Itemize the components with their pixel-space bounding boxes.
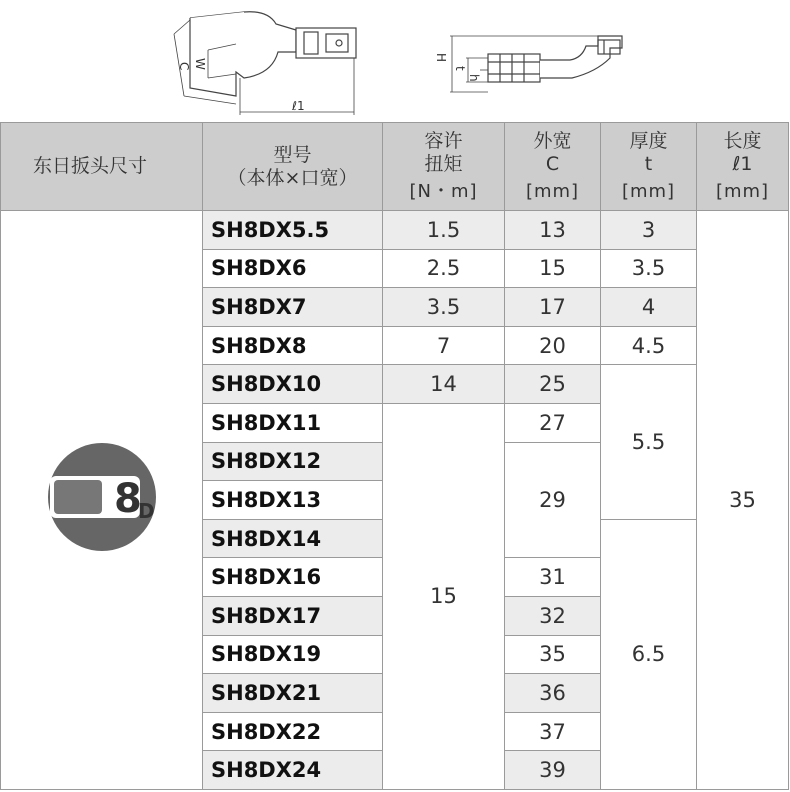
width-cell: 20 bbox=[505, 326, 601, 365]
width-cell: 27 bbox=[505, 403, 601, 442]
torque-cell: 1.5 bbox=[383, 211, 505, 250]
header-row bbox=[1, 123, 789, 211]
torque-cell: 14 bbox=[383, 365, 505, 404]
length-unit: [mm] bbox=[715, 181, 770, 202]
model-cell: SH8DX8 bbox=[203, 326, 383, 365]
model-cell: SH8DX10 bbox=[203, 365, 383, 404]
table-row bbox=[1, 211, 789, 250]
model-cell: SH8DX21 bbox=[203, 674, 383, 713]
header-thickness: 厚度 t [mm] bbox=[601, 123, 697, 211]
width-cell: 36 bbox=[505, 674, 601, 713]
torque-unit: [N・m] bbox=[409, 181, 478, 202]
model-cell: SH8DX11 bbox=[203, 403, 383, 442]
thickness-cell: 6.5 bbox=[601, 519, 697, 789]
header-width: 外宽 C [mm] bbox=[505, 123, 601, 211]
torque-cell: 3.5 bbox=[383, 288, 505, 327]
model-cell: SH8DX22 bbox=[203, 712, 383, 751]
width-cell: 35 bbox=[505, 635, 601, 674]
torque-cell: 2.5 bbox=[383, 249, 505, 288]
wrench-head-diagram bbox=[0, 0, 790, 120]
width-unit: [mm] bbox=[525, 181, 580, 202]
model-cell: SH8DX19 bbox=[203, 635, 383, 674]
model-cell: SH8DX13 bbox=[203, 481, 383, 520]
width-cell: 32 bbox=[505, 596, 601, 635]
dim-label-h: h bbox=[467, 74, 481, 82]
size-badge-cell bbox=[1, 211, 203, 790]
width-cell: 29 bbox=[505, 442, 601, 558]
width-cell: 17 bbox=[505, 288, 601, 327]
dim-label-w: W bbox=[193, 58, 207, 70]
torque-cell: 7 bbox=[383, 326, 505, 365]
thickness-cell: 5.5 bbox=[601, 365, 697, 519]
model-cell: SH8DX14 bbox=[203, 519, 383, 558]
model-cell: SH8DX6 bbox=[203, 249, 383, 288]
model-cell: SH8DX17 bbox=[203, 596, 383, 635]
svg-text:8: 8 bbox=[113, 476, 142, 523]
header-length: 长度 ℓ1 [mm] bbox=[697, 123, 789, 211]
model-cell: SH8DX12 bbox=[203, 442, 383, 481]
thickness-cell: 3 bbox=[601, 211, 697, 250]
spec-table bbox=[0, 122, 789, 790]
width-cell: 15 bbox=[505, 249, 601, 288]
length-cell: 35 bbox=[697, 211, 789, 790]
thickness-unit: [mm] bbox=[621, 181, 676, 202]
dim-label-t: t bbox=[453, 66, 467, 71]
thickness-cell: 4.5 bbox=[601, 326, 697, 365]
model-cell: SH8DX7 bbox=[203, 288, 383, 327]
width-cell: 39 bbox=[505, 751, 601, 790]
model-cell: SH8DX16 bbox=[203, 558, 383, 597]
side-view-drawing bbox=[450, 36, 622, 92]
header-torque: 容许 扭矩 [N・m] bbox=[383, 123, 505, 211]
dim-label-c: C bbox=[177, 62, 191, 71]
dim-label-l1: ℓ1 bbox=[292, 99, 305, 113]
width-cell: 31 bbox=[505, 558, 601, 597]
width-cell: 13 bbox=[505, 211, 601, 250]
header-size: 东日扳头尺寸 bbox=[1, 123, 203, 211]
torque-cell: 15 bbox=[383, 403, 505, 789]
width-cell: 37 bbox=[505, 712, 601, 751]
svg-text:D: D bbox=[137, 499, 155, 524]
model-cell: SH8DX5.5 bbox=[203, 211, 383, 250]
thickness-cell: 4 bbox=[601, 288, 697, 327]
dim-label-H: H bbox=[434, 53, 448, 63]
size-8d-icon bbox=[40, 442, 164, 552]
thickness-cell: 3.5 bbox=[601, 249, 697, 288]
header-model: 型号 （本体×口宽） bbox=[203, 123, 383, 211]
model-cell: SH8DX24 bbox=[203, 751, 383, 790]
width-cell: 25 bbox=[505, 365, 601, 404]
